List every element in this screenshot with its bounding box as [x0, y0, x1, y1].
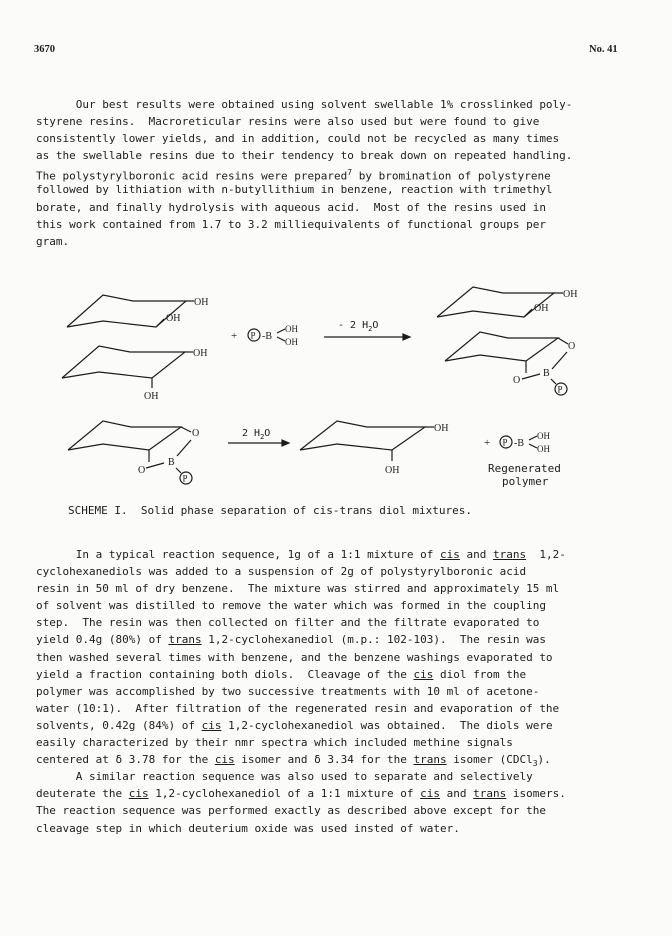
o-label: O — [513, 375, 521, 386]
intro-paragraph — [36, 96, 636, 250]
polymer-p-label: P — [250, 330, 256, 341]
text-line: borate, and finally hydrolysis with aqueous acid. Most of the resins used in — [36, 200, 546, 214]
oh-label: OH — [434, 423, 449, 434]
text-line: In a typical reaction sequence, 1g of a 1:1 mixture of cis and trans 1,2- — [36, 548, 566, 561]
boron-label: -B — [262, 331, 273, 342]
text-line: step. The resin was then collected on filter and the filtrate evaporated to — [36, 616, 540, 630]
reference-mark: 7 — [347, 168, 353, 178]
trans-diol-chair — [67, 295, 208, 327]
o-label: O — [568, 341, 576, 352]
regenerated-label: Regenerated — [488, 462, 561, 475]
text-line: The reaction sequence was performed exactly as described above except for the — [36, 804, 546, 818]
boron-label: B — [168, 457, 175, 468]
polymer-p-label: P — [502, 437, 508, 448]
text-line: this work contained from 1.7 to 3.2 milliequivalents of functional groups per — [36, 217, 546, 231]
text-line: cyclohexanediols was added to a suspension of 2g of polystyrylboronic acid — [36, 565, 527, 579]
text-line: cleavage step in which deuterium oxide was used insted of water. — [36, 821, 460, 835]
minus-water-label: - 2 $H_2O$ — [338, 320, 379, 333]
issue-number: No. 41 — [589, 44, 618, 55]
text-line: easily characterized by their nmr spectra which included methine signals — [36, 736, 513, 750]
text-line-part: by bromination of polystyrene — [352, 170, 551, 184]
trans-diol-product — [437, 287, 577, 317]
polymer-label: polymer — [502, 475, 549, 488]
oh-label: OH — [537, 444, 550, 454]
text-line: A similar reaction sequence was also used to separate and selectively — [36, 770, 533, 784]
boron-label: B — [543, 368, 550, 379]
text-line — [36, 164, 636, 184]
polymer-p-label: P — [557, 384, 563, 395]
text-line-part: The polystyrylboronic acid resins were prepared — [36, 170, 348, 184]
polymer-p-label: P — [182, 473, 188, 484]
cis-diol-chair — [62, 346, 207, 402]
text-line: followed by lithiation with n-butyllithium in benzene, reaction with trimethyl — [36, 183, 553, 197]
text-line: polymer was accomplished by two successive treatments with 10 ml of acetone- — [36, 684, 540, 698]
cis-boronate-ester — [68, 421, 199, 484]
o-label: O — [138, 465, 146, 476]
text-line: yield a fraction containing both diols. Cleavage of the cis diol from the — [36, 667, 527, 681]
text-line: water (10:1). After filtration of the regenerated resin and evaporation of the — [36, 701, 560, 715]
text-line: yield 0.4g (80%) of trans 1,2-cyclohexanediol (m.p.: 102-103). The resin was — [36, 633, 546, 647]
oh-label: OH — [194, 297, 209, 308]
text-line: Our best results were obtained using solvent swellable 1% crosslinked poly- — [36, 98, 573, 111]
scheme-caption: SCHEME I. Solid phase separation of cis-trans diol mixtures. — [68, 504, 472, 517]
oh-label: OH — [385, 465, 400, 476]
plus-sign: + — [231, 330, 238, 342]
body-paragraph — [36, 546, 636, 837]
oh-label: OH — [144, 391, 159, 402]
o-label: O — [192, 428, 200, 439]
text-line: centered at δ 3.78 for the cis isomer and δ 3.34 for the trans isomer (CDCl$_3$). — [36, 753, 551, 769]
text-line: gram. — [36, 234, 70, 248]
oh-label: OH — [285, 337, 298, 347]
text-line: of solvent was distilled to remove the water which was formed in the coupling — [36, 599, 546, 613]
text-line: deuterate the cis 1,2-cyclohexanediol of a 1:1 mixture of cis and trans isomers. — [36, 787, 566, 801]
oh-label: OH — [537, 431, 550, 441]
boron-label: -B — [514, 438, 525, 449]
page-number: 3670 — [34, 44, 55, 55]
plus-water-label: 2 $H_2O$ — [242, 428, 271, 441]
oh-label: OH — [534, 303, 549, 314]
oh-label: OH — [285, 324, 298, 334]
oh-label: OH — [166, 313, 181, 324]
text-line: resin in 50 ml of dry benzene. The mixture was stirred and approximately 15 ml — [36, 582, 560, 596]
text-line: styrene resins. Macroreticular resins were also used but were found to give — [36, 115, 540, 129]
text-line: as the swellable resins due to their tendency to break down on repeated handling. — [36, 149, 573, 163]
text-line: solvents, 0.42g (84%) of cis 1,2-cyclohexanediol was obtained. The diols were — [36, 718, 553, 732]
oh-label: OH — [193, 348, 208, 359]
plus-sign: + — [484, 437, 491, 449]
text-line: consistently lower yields, and in addition, could not be recycled as many times — [36, 132, 560, 146]
oh-label: OH — [563, 289, 578, 300]
cis-boronate-ester — [445, 332, 575, 395]
text-line: then washed several times with benzene, and the benzene washings evaporated to — [36, 650, 553, 664]
scheme-diagram — [0, 275, 672, 495]
cis-diol-product — [300, 421, 448, 476]
